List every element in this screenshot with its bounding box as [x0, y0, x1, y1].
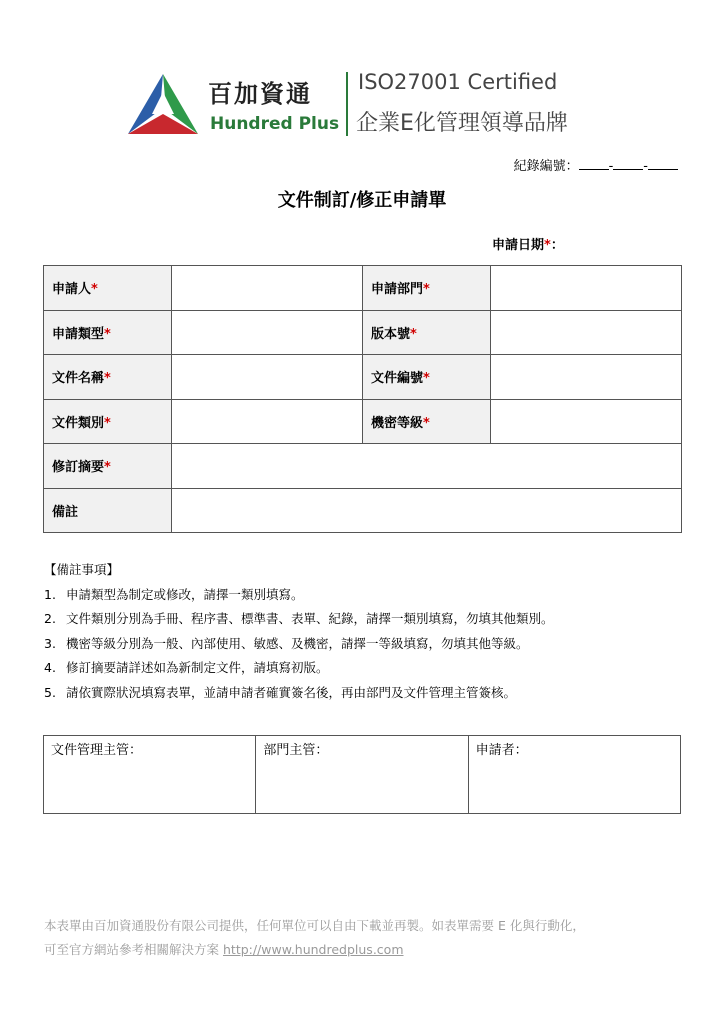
brand-slogan: 企業E化管理領導品牌	[356, 111, 568, 136]
doc-manager-signature[interactable]: 文件管理主管：	[44, 736, 256, 814]
doc-category-field[interactable]	[172, 399, 363, 444]
secrecy-level-field[interactable]	[491, 399, 682, 444]
record-number-label: 紀錄編號：	[513, 159, 579, 174]
secrecy-level-label: 機密等級*	[363, 399, 491, 444]
list-item: 2. 文件類別分別為手冊、程序書、標準書、表單、紀錄，請擇一類別填寫，勿填其他類別。	[44, 611, 554, 626]
doc-number-field[interactable]	[491, 355, 682, 400]
brand-divider	[346, 72, 348, 136]
department-field[interactable]	[491, 266, 682, 311]
applicant-signature[interactable]: 申請者：	[468, 736, 680, 814]
record-number-blank-1[interactable]	[579, 158, 609, 170]
website-link[interactable]: http://www.hundredplus.com	[223, 942, 404, 957]
list-item: 4. 修訂摘要請詳述如為新制定文件，請填寫初版。	[44, 660, 329, 675]
footer-note	[44, 914, 585, 962]
notes-heading: 【備註事項】	[44, 562, 120, 577]
table-row	[44, 399, 682, 444]
company-header	[122, 64, 602, 150]
department-label: 申請部門*	[363, 266, 491, 311]
footer-line-2: 可至官方網站參考相關解決方案 http://www.hundredplus.com	[44, 942, 404, 957]
apply-date-field[interactable]: 申請日期*：	[492, 238, 564, 253]
table-row	[44, 444, 682, 489]
record-number: 紀錄編號： - -	[514, 155, 678, 174]
footer-line-1: 本表單由百加資通股份有限公司提供，任何單位可以自由下載並再製。如表單需要 E 化與行動化，	[44, 918, 585, 933]
version-label: 版本號*	[363, 310, 491, 355]
list-item: 3. 機密等級分別為一般、內部使用、敏感、及機密，請擇一等級填寫，勿填其他等級。	[44, 635, 529, 651]
list-item: 5. 請依實際狀況填寫表單，並請申請者確實簽名後，再由部門及文件管理主管簽核。	[44, 684, 517, 700]
remark-field[interactable]	[172, 488, 682, 533]
apply-date-label: 申請日期	[492, 238, 545, 253]
signature-table	[43, 735, 681, 814]
required-mark: *	[544, 238, 551, 253]
application-form-table	[43, 265, 682, 533]
revision-summary-field[interactable]	[172, 444, 682, 489]
doc-category-label: 文件類別*	[44, 399, 172, 444]
applicant-field[interactable]	[172, 266, 363, 311]
table-row	[44, 355, 682, 400]
doc-number-label: 文件編號*	[363, 355, 491, 400]
table-row	[44, 488, 682, 533]
dept-manager-signature[interactable]: 部門主管：	[256, 736, 468, 814]
record-number-blank-3[interactable]	[648, 158, 678, 170]
doc-name-label: 文件名稱*	[44, 355, 172, 400]
table-row	[44, 310, 682, 355]
brand-chinese-name: 百加資通	[208, 80, 312, 108]
doc-name-field[interactable]	[172, 355, 363, 400]
notes-section	[44, 558, 684, 705]
version-field[interactable]	[491, 310, 682, 355]
apply-type-field[interactable]	[172, 310, 363, 355]
remark-label: 備註	[44, 488, 172, 533]
hundred-plus-logo-icon	[122, 70, 204, 142]
page-title: 文件制訂/修正申請單	[277, 190, 447, 211]
brand-english-name: Hundred Plus	[210, 114, 340, 134]
certification-text: ISO27001 Certified	[358, 70, 558, 94]
revision-summary-label: 修訂摘要*	[44, 444, 172, 489]
applicant-label: 申請人*	[44, 266, 172, 311]
record-number-blank-2[interactable]	[613, 158, 643, 170]
table-row	[44, 736, 681, 814]
list-item: 1. 申請類型為制定或修改，請擇一類別填寫。	[44, 586, 304, 602]
apply-type-label: 申請類型*	[44, 310, 172, 355]
table-row	[44, 266, 682, 311]
